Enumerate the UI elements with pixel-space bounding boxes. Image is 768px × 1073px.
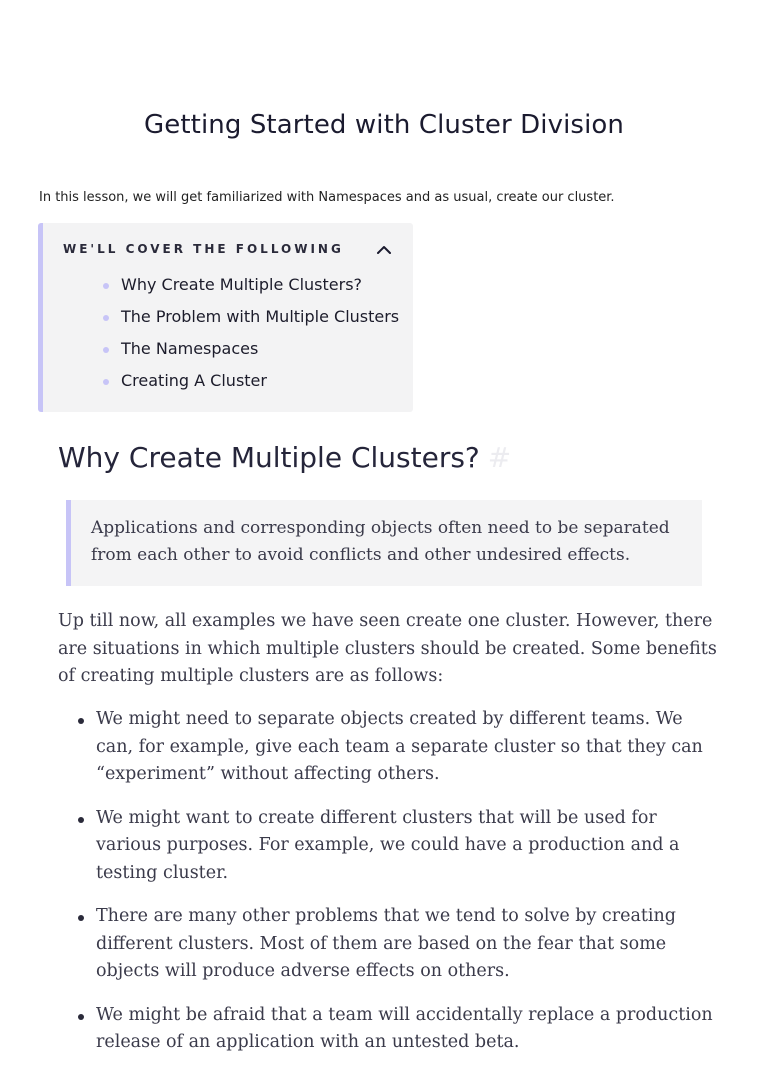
blockquote: Applications and corresponding objects often need to be separated from each other to avoid conflicts and other undesired effects. xyxy=(66,500,702,586)
toc-item-namespaces[interactable]: The Namespaces xyxy=(103,335,399,367)
list-item: We might need to separate objects created by different teams. We can, for example, give each team a separate cluster so that they can “experiment” without affecting others. xyxy=(58,706,718,789)
list-item: We might want to create different clusters that will be used for various purposes. For example, we could have a production and a testing cluster. xyxy=(58,805,718,888)
body-paragraph: Up till now, all examples we have seen create one cluster. However, there are situations in which multiple clusters should be created. Some benefits of creating multiple clusters are as follows: xyxy=(58,611,717,686)
section-heading xyxy=(58,441,511,474)
toc-item-creating-cluster[interactable]: Creating A Cluster xyxy=(103,367,399,399)
chevron-up-icon[interactable] xyxy=(375,241,393,259)
heading-anchor-link[interactable]: # xyxy=(487,441,512,474)
list-item: We might be afraid that a team will accidentally replace a production release of an application with an untested beta. xyxy=(58,1002,718,1057)
toc-item-problem[interactable]: The Problem with Multiple Clusters xyxy=(103,303,399,335)
benefits-list xyxy=(58,706,718,1073)
section-heading-text: Why Create Multiple Clusters? xyxy=(58,441,480,474)
lesson-intro: In this lesson, we will get familiarized with Namespaces and as usual, create our cluster. xyxy=(39,190,615,205)
table-of-contents xyxy=(38,223,413,412)
toc-header: WE'LL COVER THE FOLLOWING xyxy=(63,242,344,256)
toc-item-why-create[interactable]: Why Create Multiple Clusters? xyxy=(103,271,399,303)
page-title: Getting Started with Cluster Division xyxy=(144,110,624,140)
toc-list xyxy=(103,271,399,399)
list-item: There are many other problems that we tend to solve by creating different clusters. Most of them are based on the fear that some objects will produce adverse effects on others. xyxy=(58,903,718,986)
